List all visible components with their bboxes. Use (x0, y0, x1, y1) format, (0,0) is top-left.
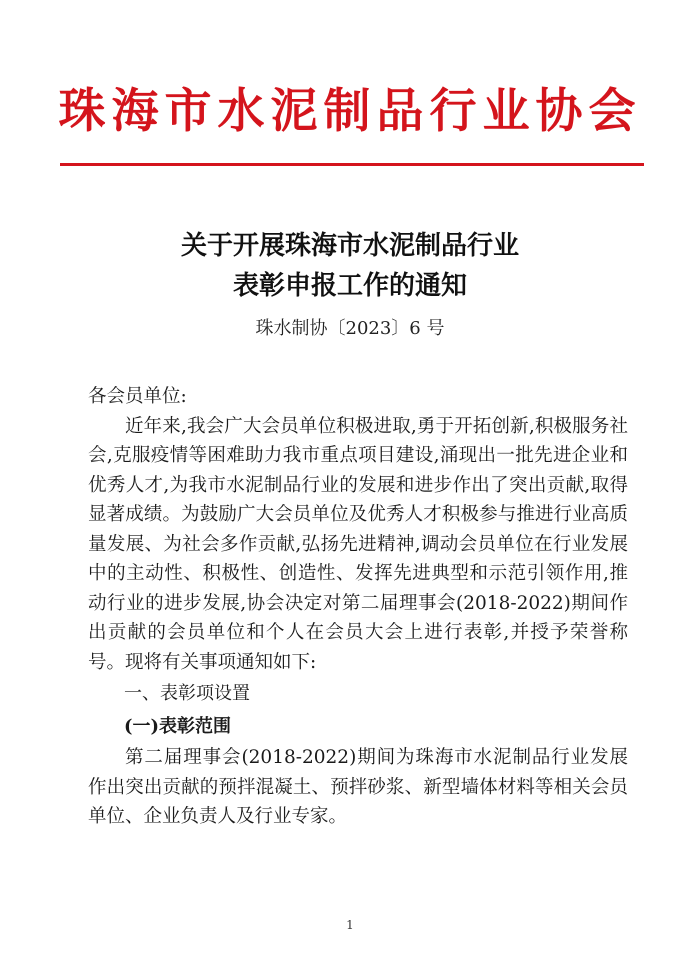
notice-body (88, 382, 628, 832)
notice-title (0, 226, 700, 306)
organization-header: 珠海市水泥制品行业协会 (58, 84, 642, 139)
document-number: 珠水制协〔2023〕6 号 (255, 318, 445, 339)
body-paragraph-1: 近年来,我会广大会员单位积极进取,勇于开拓创新,积极服务社会,克服疫情等困难助力我市重点项目建设,涌现出一批先进企业和优秀人才,为我市水泥制品行业的发展和进步作出了突出贡献,取得显著成绩。为鼓励广大会员单位及优秀人才积极参与推进行业高质量发展、为社会多作贡献,弘扬先进精神,调动会员单位在行业发展中的主动性、积极性、创造性、发挥先进典型和示范引领作用,推动行业的进步发展,协会决定对第二届理事会(2018-2022)期间作出贡献的会员单位和个人在会员大会上进行表彰,并授予荣誉称号。现将有关事项通知如下: (88, 415, 628, 673)
title-line-1: 关于开展珠海市水泥制品行业 (180, 231, 519, 261)
header-red-rule (60, 163, 644, 166)
subsection-heading-1: (一)表彰范围 (124, 716, 232, 737)
title-line-2: 表彰申报工作的通知 (232, 271, 467, 301)
salutation: 各会员单位: (88, 386, 187, 407)
page-number: 1 (346, 918, 354, 932)
body-paragraph-2: 第二届理事会(2018-2022)期间为珠海市水泥制品行业发展作出突出贡献的预拌混凝土、预拌砂浆、新型墙体材料等相关会员单位、企业负责人及行业专家。 (88, 747, 628, 827)
section-heading-1: 一、表彰项设置 (124, 683, 250, 704)
